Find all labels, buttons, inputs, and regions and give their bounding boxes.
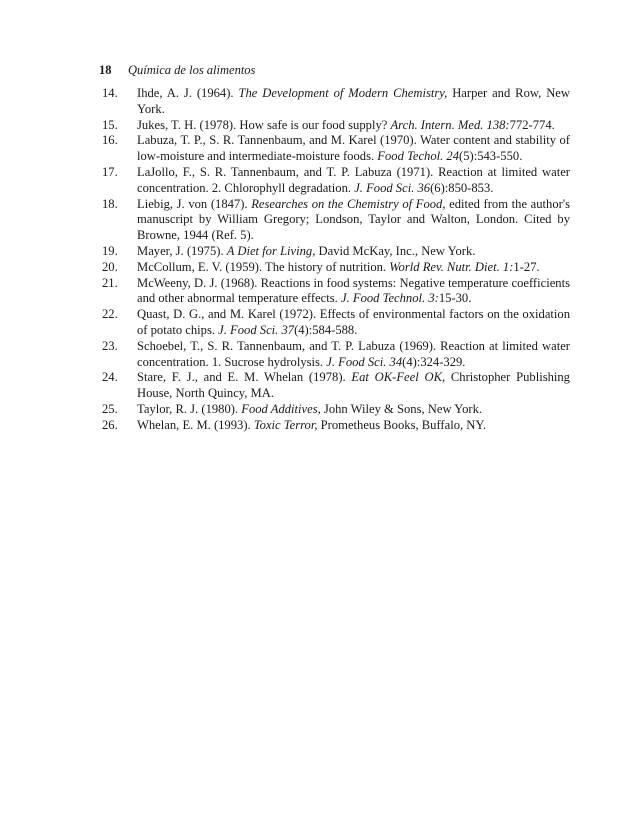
reference-text: Liebig, J. von (1847).: [137, 196, 252, 211]
reference-number: 15.: [102, 117, 118, 132]
reference-text: Quast, D. G., and M. Karel (1972). Effects of environmental factors on the oxidation of potato chips.: [137, 307, 570, 337]
reference-italic-text: Toxic Terror,: [253, 417, 318, 432]
reference-text: (5):543-550.: [459, 149, 523, 164]
reference-entry: [0, 165, 570, 197]
reference-text: Mayer, J. (1975).: [137, 243, 227, 258]
reference-text: Prometheus Books, Buffalo, NY.: [317, 417, 487, 432]
reference-text: Taylor, R. J. (1980).: [137, 401, 242, 416]
reference-number: 25.: [102, 401, 118, 416]
reference-text: (6):850-853.: [430, 180, 494, 195]
reference-entry: [0, 402, 570, 418]
reference-entry: [0, 418, 570, 434]
reference-italic-text: Researches on the Chemistry of Food,: [251, 196, 446, 211]
reference-text: Christopher Publishing House, North Quincy, MA.: [137, 370, 570, 401]
reference-italic-text: Food Additives,: [241, 401, 321, 416]
reference-text: Whelan, E. M. (1993).: [137, 417, 254, 432]
reference-text: John Wiley & Sons, New York.: [320, 401, 483, 416]
reference-text: David McKay, Inc., New York.: [315, 243, 476, 258]
reference-italic-text: J. Food Technol. 3:: [340, 291, 439, 306]
reference-number: 21.: [102, 275, 118, 290]
reference-text: Schoebel, T., S. R. Tannenbaum, and T. P. Labuza (1969). Reaction at limited water concentration. 1. Sucrose hydrolysis.: [137, 338, 570, 369]
reference-entry: [0, 339, 570, 371]
reference-text: Ihde, A. J. (1964).: [137, 86, 239, 100]
reference-italic-text: J. Food Sci. 37: [218, 322, 295, 337]
reference-text: McCollum, E. V. (1959). The history of nutrition.: [137, 259, 390, 274]
reference-number: 20.: [102, 259, 118, 274]
reference-entry: [0, 86, 570, 118]
reference-entry: [0, 244, 570, 260]
reference-entry: [0, 118, 570, 134]
reference-text: Harper and Row, New York.: [137, 86, 570, 116]
reference-text: McWeeny, D. J. (1968). Reactions in food systems: Negative temperature coefficients and other abnormal temperature effects.: [137, 275, 570, 306]
reference-entry: [0, 197, 570, 244]
reference-entry: [0, 370, 570, 402]
reference-italic-text: J. Food Sci. 36: [354, 180, 431, 195]
page-number: 18: [99, 63, 112, 77]
reference-number: 19.: [102, 243, 118, 258]
reference-text: 772-774.: [509, 117, 555, 132]
reference-text: Stare, F. J., and E. M. Whelan (1978).: [137, 370, 352, 385]
reference-text: edited from the author's manuscript by William Gregory; Londson, Taylor and Walton, London. Cited by Browne, 1944 (Ref. 5).: [137, 196, 571, 243]
reference-italic-text: Eat OK-Feel OK,: [351, 370, 446, 385]
reference-list: [0, 86, 638, 434]
reference-number: 24.: [102, 370, 118, 385]
reference-number: 16.: [102, 133, 118, 148]
reference-number: 17.: [102, 164, 118, 179]
reference-number: 23.: [102, 338, 118, 353]
reference-text: Labuza, T. P., S. R. Tannenbaum, and M. Karel (1970). Water content and stability of low-moisture and intermediate-moisture foods.: [137, 133, 570, 164]
book-title: Química de los alimentos: [128, 63, 256, 77]
reference-text: Jukes, T. H. (1978). How safe is our food supply?: [137, 117, 391, 132]
reference-text: (4):584-588.: [294, 322, 358, 337]
reference-entry: [0, 133, 570, 165]
reference-italic-text: J. Food Sci. 34: [326, 354, 403, 369]
reference-text: LaJollo, F., S. R. Tannenbaum, and T. P. Labuza (1971). Reaction at limited water concentration. 2. Chlorophyll degradation.: [137, 164, 570, 195]
reference-italic-text: A Diet for Living,: [226, 243, 316, 258]
reference-text: (4):324-329.: [402, 354, 466, 369]
reference-italic-text: World Rev. Nutr. Diet. 1:: [389, 259, 514, 274]
reference-entry: [0, 307, 570, 339]
reference-number: 22.: [102, 307, 118, 322]
reference-entry: [0, 276, 570, 308]
reference-italic-text: Arch. Intern. Med. 138:: [390, 117, 510, 132]
reference-number: 26.: [102, 417, 118, 432]
reference-number: 18.: [102, 196, 118, 211]
reference-italic-text: The Development of Modern Chemistry,: [238, 86, 448, 100]
reference-text: 15-30.: [438, 291, 472, 306]
reference-text: 1-27.: [513, 259, 540, 274]
reference-entry: [0, 260, 570, 276]
reference-number: 14.: [102, 86, 118, 100]
reference-italic-text: Food Techol. 24: [377, 149, 460, 164]
running-head: [99, 62, 255, 78]
